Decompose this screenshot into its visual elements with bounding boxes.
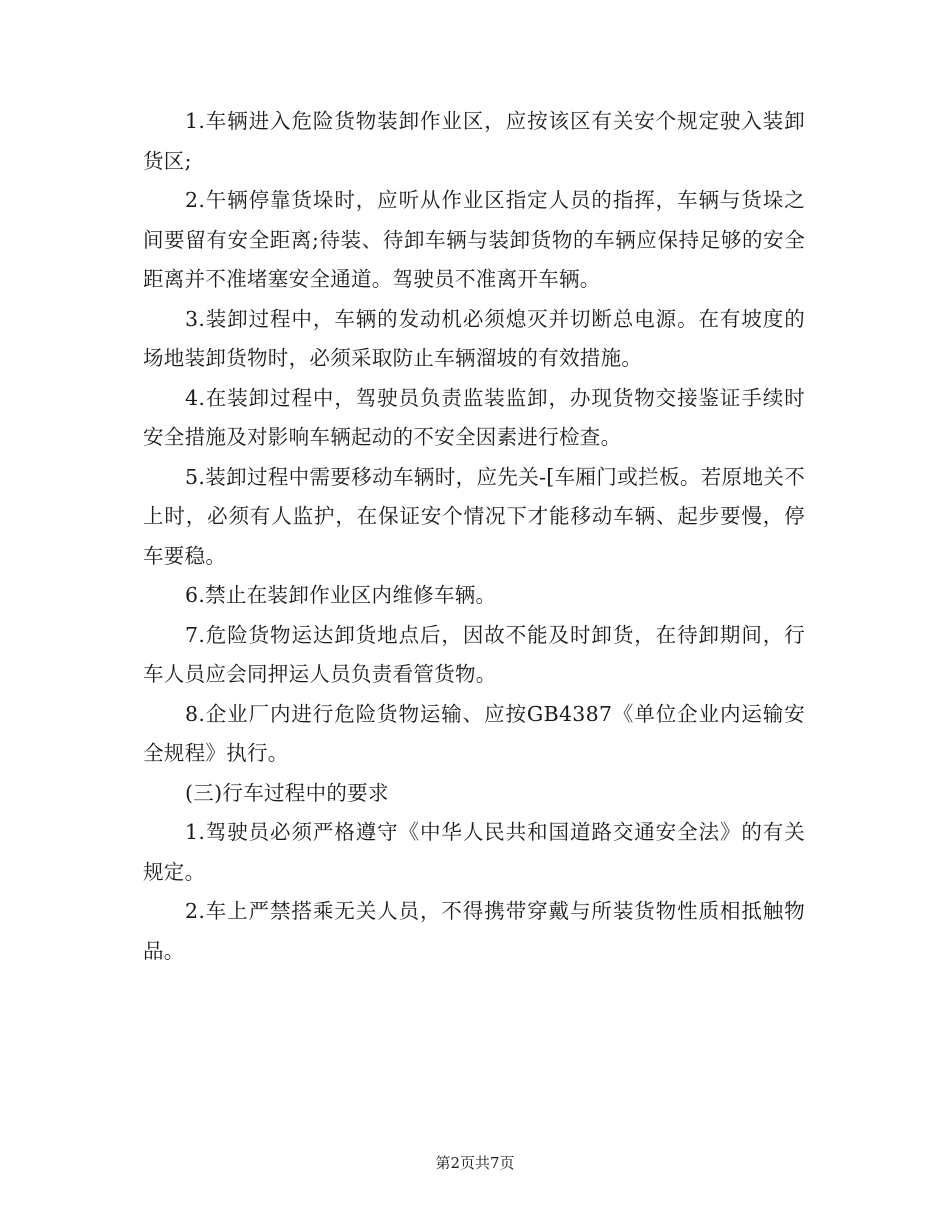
paragraph-5: 5.装卸过程中需要移动车辆时，应先关-[车厢门或拦板。若原地关不上时，必须有人监护，在保证安个情况下才能移动车辆、起步要慢，停车要稳。 — [143, 464, 805, 568]
paragraph-2: 2.午辆停靠货垛时，应听从作业区指定人员的指挥，车辆与货垛之间要留有安全距离;待装、待卸车辆与装卸货物的车辆应保持足够的安全距离并不准堵塞安全通道。驾驶员不准离开车辆。 — [143, 188, 805, 291]
section-heading: (三)行车过程中的要求 — [185, 780, 389, 805]
paragraph-3: 3.装卸过程中，车辆的发动机必须熄灭并切断总电源。在有坡度的场地装卸货物时，必须采取防止车辆溜坡的有效措施。 — [143, 306, 805, 370]
paragraph-7: 7.危险货物运达卸货地点后，因故不能及时卸货，在待卸期间，行车人员应会同押运人员负责看管货物。 — [143, 622, 805, 686]
paragraph-9: 1.驾驶员必须严格遵守《中华人民共和国道路交通安全法》的有关规定。 — [143, 820, 805, 884]
paragraph-1: 1.车辆进入危险货物装卸作业区，应按该区有关安个规定驶入装卸货区; — [143, 109, 805, 173]
paragraph-4: 4.在装卸过程中，驾驶员负责监装监卸，办现货物交接鉴证手续时安全措施及对影响车辆起动的不安全因素进行检查。 — [143, 385, 805, 449]
paragraph-8: 8.企业厂内进行危险货物运输、应按GB4387《单位企业内运输安全规程》执行。 — [143, 701, 805, 765]
paragraph-6: 6.禁止在装卸作业区内维修车辆。 — [185, 583, 497, 607]
page-footer: 第2页共7页 — [435, 1154, 515, 1172]
document-body — [143, 102, 805, 971]
paragraph-10: 2.车上严禁搭乘无关人员，不得携带穿戴与所装货物性质相抵触物品。 — [143, 899, 805, 963]
